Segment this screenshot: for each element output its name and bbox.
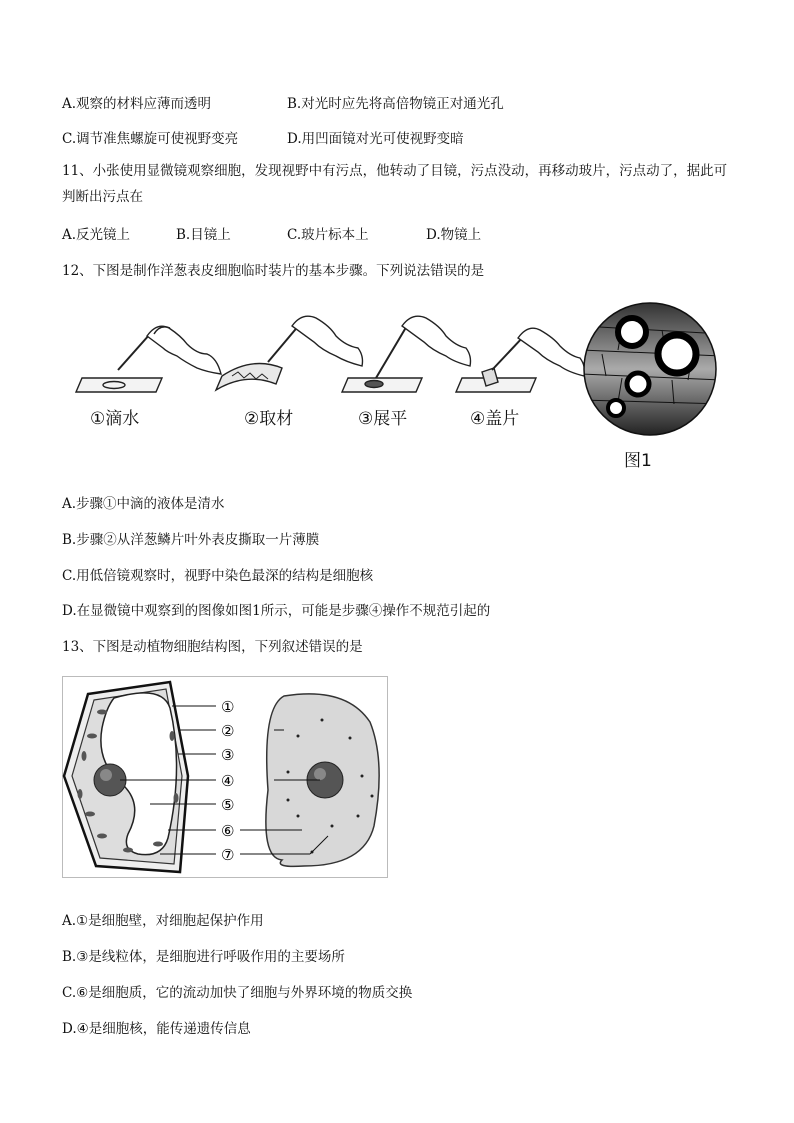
label-4: ④ — [221, 772, 235, 790]
q12-option-c[interactable]: C.用低倍镜观察时，视野中染色最深的结构是细胞核 — [62, 568, 374, 584]
label-6: ⑥ — [221, 822, 235, 840]
q13-option-b[interactable]: B.③是线粒体，是细胞进行呼吸作用的主要场所 — [62, 949, 345, 965]
label-3: ③ — [221, 746, 235, 764]
label-2: ② — [221, 722, 235, 740]
q13-cell-diagram — [62, 676, 388, 878]
q13-stem: 13、下图是动植物细胞结构图，下列叙述错误的是 — [62, 639, 363, 655]
q11-option-a[interactable]: A.反光镜上 — [62, 227, 131, 243]
step-2-take-material — [216, 316, 363, 390]
step-4-cover-slip — [456, 328, 585, 392]
figure-1-label: 图1 — [624, 451, 652, 471]
q12-stem: 12、下图是制作洋葱表皮细胞临时装片的基本步骤。下列说法错误的是 — [62, 263, 485, 279]
step-label-4: ④盖片 — [470, 409, 520, 429]
q13-option-c[interactable]: C.⑥是细胞质，它的流动加快了细胞与外界环境的物质交换 — [62, 985, 413, 1001]
label-7: ⑦ — [221, 846, 235, 864]
q12-option-a[interactable]: A.步骤①中滴的液体是清水 — [62, 496, 225, 512]
q10-option-d[interactable]: D.用凹面镜对光可使视野变暗 — [287, 131, 464, 147]
q12-figure — [62, 296, 722, 472]
step-1-drop-water — [76, 326, 221, 392]
q10-option-b[interactable]: B.对光时应先将高倍物镜正对通光孔 — [287, 96, 504, 112]
q12-option-d[interactable]: D.在显微镜中观察到的图像如图1所示，可能是步骤④操作不规范引起的 — [62, 603, 491, 619]
label-1: ① — [221, 698, 235, 716]
q11-option-d[interactable]: D.物镜上 — [426, 227, 482, 243]
q11-option-c[interactable]: C.玻片标本上 — [287, 227, 369, 243]
figure-1-bubbles — [582, 303, 722, 435]
q11-stem: 11、小张使用显微镜观察细胞，发现视野中有污点，他转动了目镜，污点没动，再移动玻片，污点动了，据此可判断出污点在 — [62, 163, 728, 205]
q10-option-c[interactable]: C.调节准焦螺旋可使视野变亮 — [62, 131, 239, 147]
step-label-1: ①滴水 — [90, 409, 140, 429]
step-label-2: ②取材 — [244, 409, 294, 429]
label-5: ⑤ — [221, 796, 235, 814]
q12-option-b[interactable]: B.步骤②从洋葱鳞片叶外表皮撕取一片薄膜 — [62, 532, 320, 548]
q11-option-b[interactable]: B.目镜上 — [176, 227, 231, 243]
q13-option-a[interactable]: A.①是细胞壁，对细胞起保护作用 — [62, 913, 264, 929]
q13-option-d[interactable]: D.④是细胞核，能传递遗传信息 — [62, 1021, 251, 1037]
q10-option-a[interactable]: A.观察的材料应薄而透明 — [62, 96, 212, 112]
step-label-3: ③展平 — [358, 409, 408, 429]
